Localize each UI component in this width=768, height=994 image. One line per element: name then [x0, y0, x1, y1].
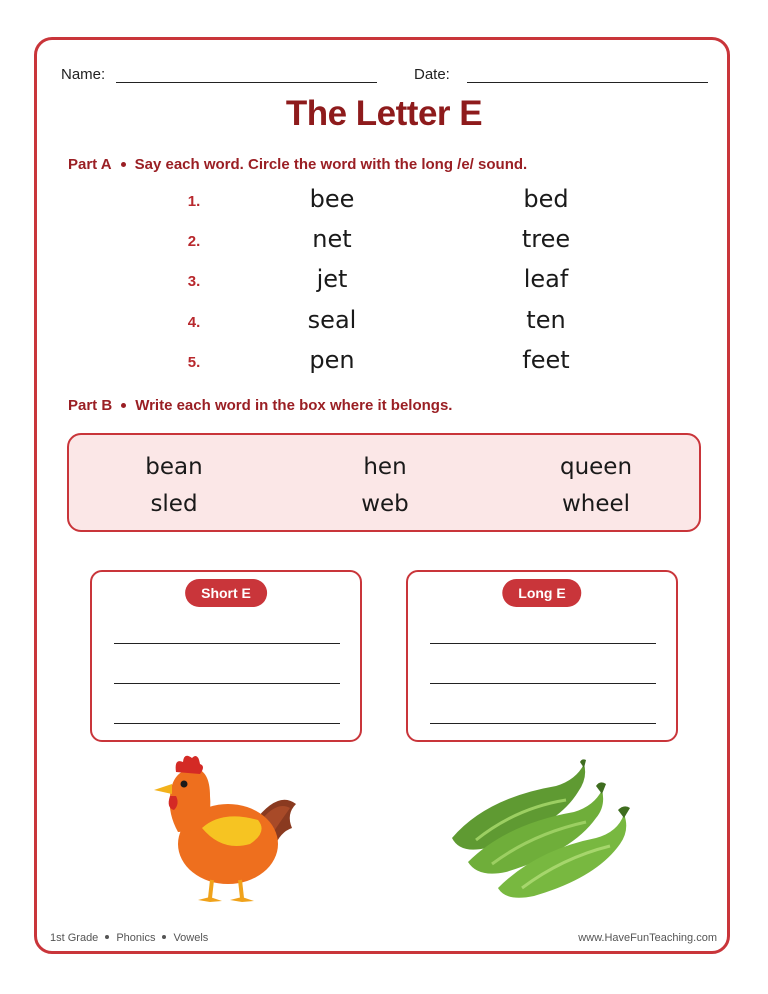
word-bank	[67, 433, 701, 532]
long-e-label: Long E	[502, 579, 581, 607]
word-bank-item: hen	[363, 454, 407, 480]
word-choice[interactable]: seal	[307, 306, 357, 334]
long-e-box	[406, 570, 678, 742]
writing-line[interactable]	[430, 643, 656, 644]
writing-line[interactable]	[430, 683, 656, 684]
word-choice[interactable]: feet	[522, 346, 570, 374]
part-b-text: Write each word in the box where it belongs.	[135, 397, 453, 414]
word-bank-item: web	[361, 491, 409, 517]
writing-line[interactable]	[114, 643, 340, 644]
footer-tag: 1st Grade	[50, 932, 99, 944]
row-number: 4.	[187, 314, 201, 331]
word-choice[interactable]: pen	[309, 346, 355, 374]
word-bank-item: bean	[145, 454, 203, 480]
part-b-label: Part B	[68, 397, 113, 414]
writing-line[interactable]	[430, 723, 656, 724]
word-bank-item: sled	[150, 491, 198, 517]
word-choice[interactable]: leaf	[523, 265, 569, 293]
footer-tags	[50, 932, 208, 944]
hen-illustration	[150, 752, 300, 908]
row-number: 5.	[187, 354, 201, 371]
part-a-text: Say each word. Circle the word with the long /e/ sound.	[134, 156, 528, 173]
bullet-dot	[162, 935, 166, 939]
footer-tag: Phonics	[116, 932, 156, 944]
bullet-dot	[121, 162, 126, 167]
short-e-box	[90, 570, 362, 742]
writing-line[interactable]	[114, 723, 340, 724]
footer-website[interactable]: www.HaveFunTeaching.com	[578, 932, 717, 944]
word-choice[interactable]: bee	[309, 185, 355, 213]
part-a-instruction	[68, 156, 527, 173]
row-number: 3.	[187, 273, 201, 290]
name-label: Name:	[61, 66, 106, 83]
word-choice[interactable]: jet	[316, 265, 348, 293]
page-title: The Letter E	[285, 94, 483, 133]
word-choice[interactable]: net	[312, 225, 352, 253]
part-b-instruction	[68, 397, 452, 414]
word-choice[interactable]: tree	[521, 225, 571, 253]
bullet-dot	[121, 403, 126, 408]
row-number: 1.	[187, 193, 201, 210]
word-bank-item: queen	[559, 454, 633, 480]
word-choice[interactable]: bed	[523, 185, 569, 213]
row-number: 2.	[187, 233, 201, 250]
bullet-dot	[105, 935, 109, 939]
date-field[interactable]	[467, 82, 708, 83]
writing-line[interactable]	[114, 683, 340, 684]
word-bank-item: wheel	[561, 491, 631, 517]
footer-tag: Vowels	[173, 932, 209, 944]
part-a-label: Part A	[68, 156, 112, 173]
word-choice[interactable]: ten	[526, 306, 566, 334]
date-label: Date:	[414, 66, 450, 83]
name-field[interactable]	[116, 82, 377, 83]
short-e-label: Short E	[185, 579, 267, 607]
pea-pods-illustration	[446, 758, 636, 902]
